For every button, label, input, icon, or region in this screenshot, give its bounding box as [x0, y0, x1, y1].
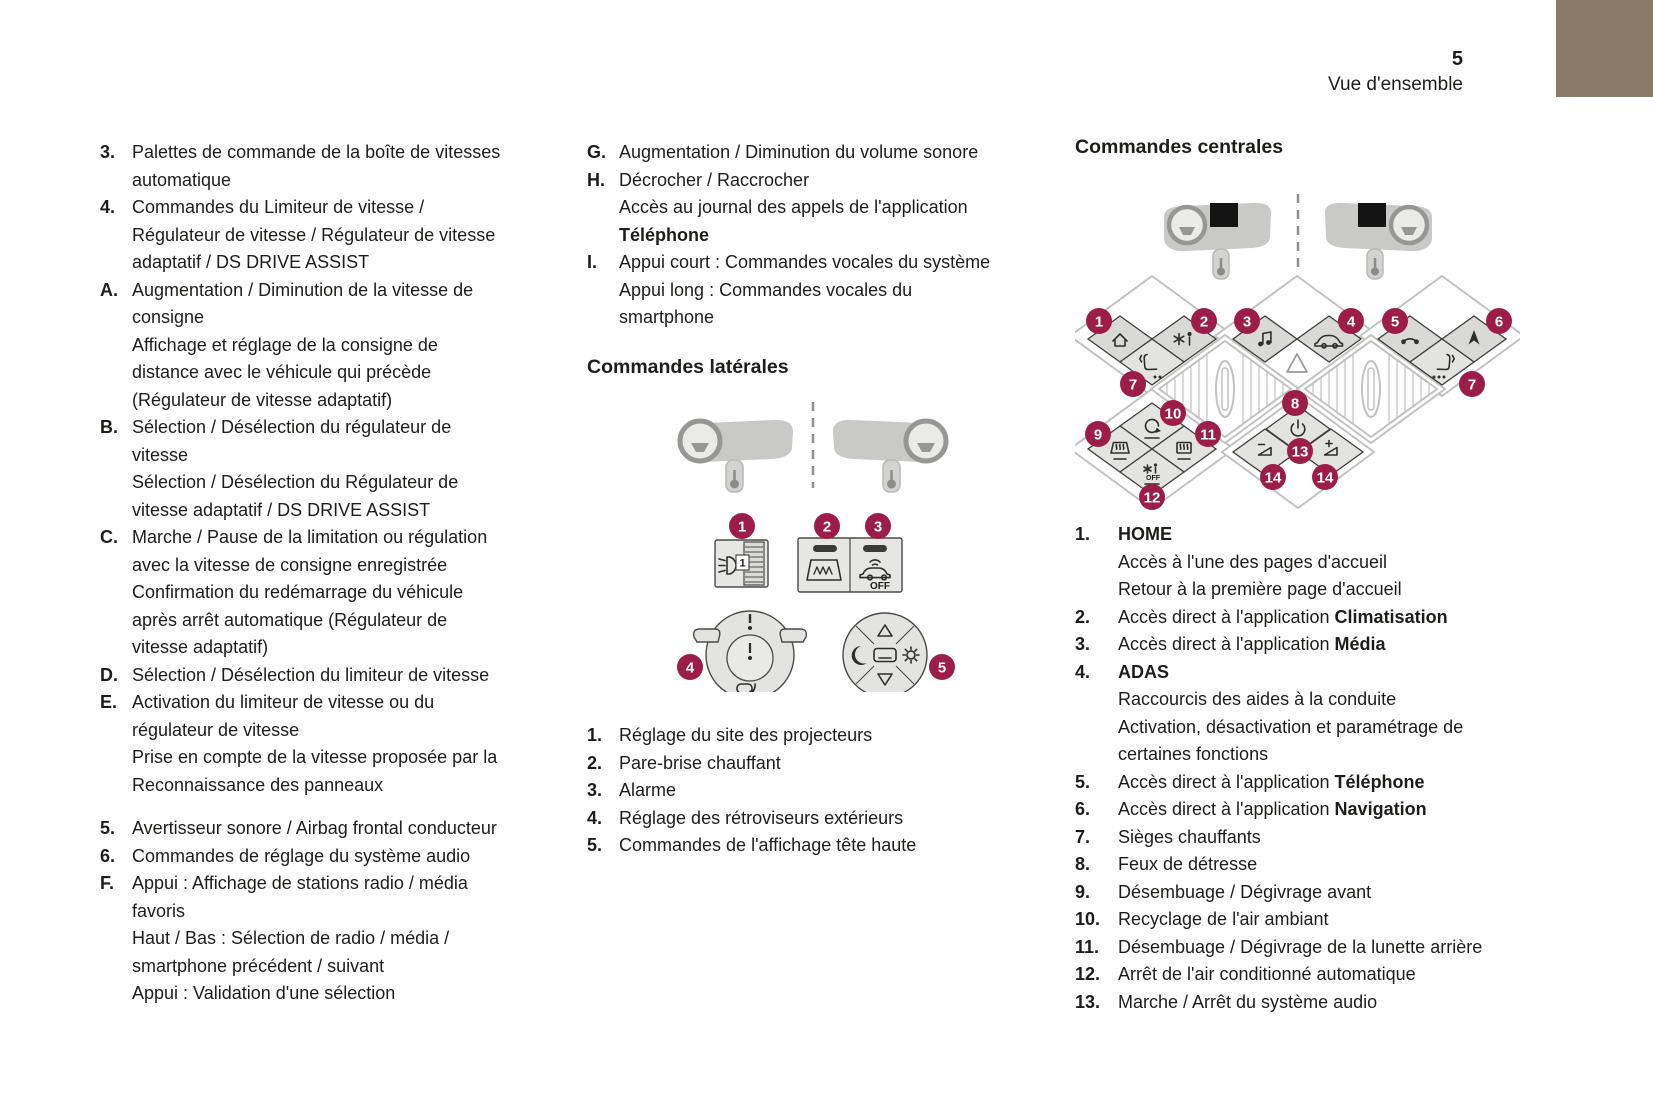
- diagram-badge: [1120, 371, 1146, 397]
- item-text: Augmentation / Diminution de la vitesse de consigne Affichage et réglage de la consigne de distance avec le véhicule qui précède (Régulateur de vitesse adaptatif): [132, 279, 474, 410]
- diagram-badge: [677, 654, 703, 680]
- diagram-badge: [929, 654, 955, 680]
- item-label: 4.: [100, 197, 116, 217]
- list-item: [1075, 879, 1535, 907]
- dashboard-right-silhouette: [1325, 203, 1432, 279]
- item-text: Accès direct à l'application Navigation: [1118, 799, 1427, 819]
- section-title: Vue d'ensemble: [1328, 74, 1463, 95]
- list-item: [1075, 934, 1535, 962]
- list-item: [587, 805, 1047, 833]
- headlamp-leveling-control: [715, 540, 768, 587]
- list-item: [100, 843, 560, 871]
- list-item: [100, 524, 560, 662]
- item-label: 3.: [587, 780, 603, 800]
- svg-text:3: 3: [873, 518, 883, 536]
- diagram-badge: [1260, 464, 1286, 490]
- list-item: [587, 832, 1047, 860]
- diagram-badge: [1139, 484, 1165, 510]
- list-item: [100, 815, 560, 843]
- list-item: [1075, 604, 1535, 632]
- list-item: [1075, 989, 1535, 1017]
- item-label: 11.: [1075, 936, 1100, 957]
- item-text: Sélection / Désélection du limiteur de vitesse: [132, 664, 490, 685]
- svg-text:6: 6: [1494, 313, 1504, 331]
- diagram-badge: [1085, 421, 1111, 447]
- svg-text:1: 1: [739, 557, 746, 570]
- svg-text:13: 13: [1291, 443, 1309, 461]
- svg-text:4: 4: [1346, 313, 1356, 331]
- item-text: Arrêt de l'air conditionné automatique: [1118, 964, 1416, 984]
- svg-text:1: 1: [1094, 313, 1104, 331]
- item-text: Pare-brise chauffant: [619, 752, 781, 773]
- item-label: 5.: [100, 818, 116, 838]
- side-controls-diagram: [587, 390, 987, 692]
- svg-text:1: 1: [737, 518, 747, 536]
- left-column-list: [100, 139, 560, 1008]
- diagram-badge: [1282, 390, 1308, 416]
- svg-text:7: 7: [1467, 376, 1477, 394]
- diagram-badge: [1338, 308, 1364, 334]
- diagram-badge: [814, 513, 840, 539]
- mirror-adjust-knob: [694, 611, 807, 692]
- item-label: 3.: [1075, 634, 1091, 654]
- item-text: HOME Accès à l'une des pages d'accueil Retour à la première page d'accueil: [1118, 524, 1402, 599]
- svg-text:9: 9: [1093, 426, 1103, 444]
- item-label: I.: [587, 252, 598, 272]
- svg-text:12: 12: [1143, 489, 1161, 507]
- svg-text:8: 8: [1290, 395, 1300, 413]
- diagram-badge: [1191, 308, 1217, 334]
- item-label: E.: [100, 692, 118, 712]
- item-label: 13.: [1075, 991, 1101, 1012]
- item-label: 1.: [1075, 524, 1091, 544]
- right-column-list: [1075, 521, 1535, 1016]
- item-label: 2.: [587, 752, 603, 773]
- list-item: [587, 167, 1047, 250]
- svg-text:3: 3: [1242, 313, 1252, 331]
- item-text: Marche / Arrêt du système audio: [1118, 991, 1378, 1012]
- list-item: [1075, 631, 1535, 659]
- item-label: 1.: [587, 725, 603, 745]
- diagram-badge: [1234, 308, 1260, 334]
- diagram-badge: [1287, 438, 1313, 464]
- item-text: Recyclage de l'air ambiant: [1118, 909, 1329, 929]
- list-item: [100, 662, 560, 690]
- item-text: Accès direct à l'application Média: [1118, 634, 1386, 654]
- item-label: 4.: [1075, 661, 1091, 682]
- item-text: Alarme: [619, 780, 677, 800]
- svg-text:14: 14: [1316, 469, 1334, 487]
- list-item: [587, 249, 1047, 332]
- item-label: G.: [587, 142, 607, 162]
- item-label: H.: [587, 169, 605, 190]
- item-label: 3.: [100, 142, 116, 162]
- item-label: C.: [100, 527, 118, 547]
- item-label: 6.: [100, 845, 116, 866]
- diagram-badge: [1160, 400, 1186, 426]
- item-text: Réglage des rétroviseurs extérieurs: [619, 807, 904, 828]
- diagram-badge: [1486, 308, 1512, 334]
- list-item: [100, 139, 560, 194]
- item-label: B.: [100, 417, 118, 437]
- diagram-badge: [1195, 421, 1221, 447]
- list-item: [1075, 659, 1535, 769]
- item-text: Activation du limiteur de vitesse ou du régulateur de vitesse Prise en compte de la vitesse proposée par la Reconnaissance des panneaux: [132, 692, 498, 795]
- list-item: [1075, 906, 1535, 934]
- list-item: [1075, 521, 1535, 604]
- diagram-badge: [1312, 464, 1338, 490]
- diagram-badge: [865, 513, 891, 539]
- list-item: [587, 722, 1047, 750]
- svg-text:10: 10: [1164, 405, 1182, 423]
- list-item: [1075, 769, 1535, 797]
- item-text: Palettes de commande de la boîte de vitesses automatique: [132, 142, 501, 190]
- item-label: 5.: [1075, 771, 1091, 792]
- svg-text:2: 2: [1199, 313, 1209, 331]
- side-button-panel: [798, 538, 902, 592]
- hud-control-pad: [843, 613, 927, 692]
- item-text: Décrocher / Raccrocher Accès au journal des appels de l'application Téléphone: [619, 169, 968, 245]
- dashboard-right-silhouette: [833, 420, 946, 492]
- item-label: 7.: [1075, 826, 1091, 847]
- middle-column-top-list: [587, 139, 1047, 332]
- side-controls-heading: Commandes latérales: [587, 356, 789, 378]
- item-label: 12.: [1075, 964, 1101, 984]
- item-text: Accès direct à l'application Climatisation: [1118, 606, 1448, 627]
- item-label: 5.: [587, 835, 603, 855]
- mirror-left-flap-icon: [694, 629, 720, 642]
- item-text: Sièges chauffants: [1118, 826, 1261, 847]
- central-controls-heading: Commandes centrales: [1075, 136, 1284, 158]
- list-item: [100, 870, 560, 1008]
- svg-text:OFF: OFF: [870, 581, 890, 592]
- item-text: Désembuage / Dégivrage de la lunette arrière: [1118, 936, 1483, 957]
- diagram-badge: [1382, 308, 1408, 334]
- item-label: 6.: [1075, 799, 1091, 819]
- list-item: [1075, 961, 1535, 989]
- item-text: Marche / Pause de la limitation ou régulation avec la vitesse de consigne enregistrée Confirmation du redémarrage du véhicule après arrêt automatique (Régulateur de vitesse adaptatif): [132, 527, 488, 657]
- corner-color-tab: [1556, 0, 1653, 97]
- item-label: A.: [100, 279, 118, 300]
- item-text: ADAS Raccourcis des aides à la conduite Activation, désactivation et paramétrage de certaines fonctions: [1118, 661, 1464, 764]
- middle-column-bottom-list: [587, 722, 1047, 860]
- diagram-badge: [1086, 308, 1112, 334]
- item-text: Appui court : Commandes vocales du système Appui long : Commandes vocales du smartphone: [619, 252, 991, 327]
- item-label: 8.: [1075, 854, 1091, 874]
- item-text: Commandes du Limiteur de vitesse / Régulateur de vitesse / Régulateur de vitesse adaptatif / DS DRIVE ASSIST: [132, 197, 496, 272]
- svg-text:7: 7: [1128, 376, 1138, 394]
- item-text: Désembuage / Dégivrage avant: [1118, 881, 1372, 902]
- svg-text:11: 11: [1200, 426, 1216, 444]
- item-text: Feux de détresse: [1118, 854, 1258, 874]
- item-label: 2.: [1075, 606, 1091, 627]
- item-text: Réglage du site des projecteurs: [619, 725, 873, 745]
- svg-text:4: 4: [685, 659, 695, 677]
- item-label: 10.: [1075, 909, 1101, 929]
- list-item: [587, 777, 1047, 805]
- list-item: [1075, 851, 1535, 879]
- svg-text:2: 2: [822, 518, 832, 536]
- page-number: 5: [1451, 48, 1463, 70]
- item-label: F.: [100, 873, 115, 893]
- list-item: [587, 139, 1047, 167]
- item-label: 9.: [1075, 881, 1091, 902]
- item-text: Accès direct à l'application Téléphone: [1118, 771, 1425, 792]
- item-text: Appui : Affichage de stations radio / média favoris Haut / Bas : Sélection de radio / média / smartphone précédent / suivant Appui : Validation d'une sélection: [132, 873, 468, 1003]
- diagram-badge: [729, 513, 755, 539]
- list-item: [100, 414, 560, 524]
- list-item: [1075, 796, 1535, 824]
- svg-text:5: 5: [937, 659, 947, 677]
- item-text: Commandes de l'affichage tête haute: [619, 835, 917, 855]
- dashboard-left-silhouette: [680, 420, 793, 492]
- list-item: [100, 689, 560, 799]
- item-text: Commandes de réglage du système audio: [132, 845, 471, 866]
- diagram-badge: [1459, 371, 1485, 397]
- list-item: [1075, 824, 1535, 852]
- mirror-right-flap-icon: [780, 629, 806, 642]
- svg-text:14: 14: [1264, 469, 1282, 487]
- item-text: Augmentation / Diminution du volume sonore: [619, 142, 979, 162]
- item-label: D.: [100, 664, 118, 685]
- list-item: [587, 750, 1047, 778]
- list-item: [100, 277, 560, 415]
- central-controls-diagram: [1075, 186, 1520, 518]
- item-label: 4.: [587, 807, 603, 828]
- item-text: Sélection / Désélection du régulateur de vitesse Sélection / Désélection du Régulateur de vitesse adaptatif / DS DRIVE ASSIST: [132, 417, 459, 520]
- item-text: Avertisseur sonore / Airbag frontal conducteur: [132, 818, 497, 838]
- list-item: [100, 194, 560, 277]
- svg-text:OFF: OFF: [1146, 475, 1160, 482]
- svg-text:5: 5: [1390, 313, 1400, 331]
- dashboard-left-silhouette: [1164, 203, 1271, 279]
